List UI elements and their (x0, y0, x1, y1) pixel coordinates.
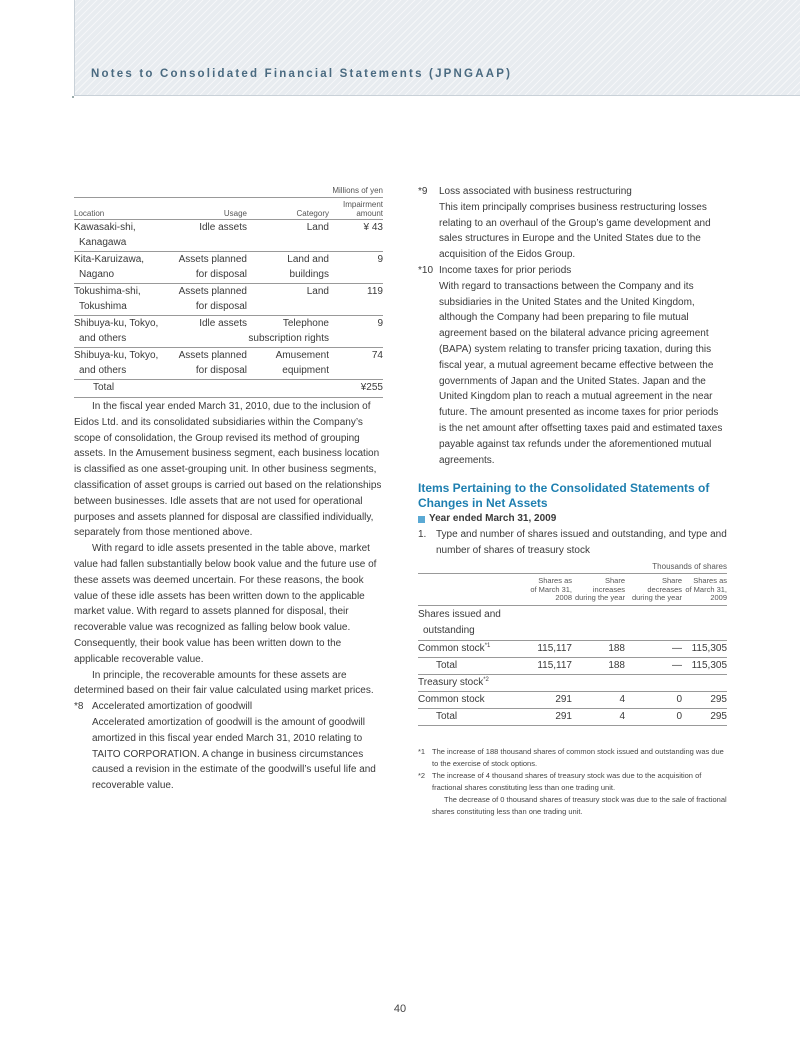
table-row: Shibuya-ku, Tokyo, and others Assets planned for disposal Amusement equipment 74 (74, 348, 383, 380)
header-amount: Impairment amount (342, 200, 383, 218)
table-row: Tokushima-shi, Tokushima Assets planned for disposal Land 119 (74, 284, 383, 316)
footnote-1: *1 The increase of 188 thousand shares of common stock issued and outstanding was due to the exercise of stock options. (418, 747, 724, 768)
note-9-heading: *9 Loss associated with business restructuring (418, 186, 632, 197)
note-8-heading: *8 Accelerated amortization of goodwill (74, 701, 253, 713)
right-body-text (418, 184, 727, 559)
left-body-text (74, 399, 383, 794)
item-1: 1. Type and number of shares issued and outstanding, and type and number of shares of treasury stock (418, 529, 727, 556)
header-location: Location (74, 209, 105, 218)
table-unit-label: Thousands of shares (418, 562, 727, 574)
header-usage: Usage (223, 209, 247, 218)
shares-table (418, 562, 727, 726)
table-row: Shares issued and outstanding (418, 608, 501, 636)
page-header-band (74, 0, 800, 96)
table-total-row: Total 291 4 0 295 (418, 709, 727, 726)
table-row: Shibuya-ku, Tokyo, and others Idle assets Telephone subscription rights 9 (74, 316, 383, 348)
paragraph: With regard to idle assets presented in the table above, market value had fallen substantially below book value and the future use of these assets was deemed uncertain. For these reasons, the book value of these idle assets has been written down to the applicable market value. With regard to assets planned for disposal, their recoverable value was recognized as falling below book value. Consequently, their book value has been written down to the applicable recoverable value. (74, 543, 377, 665)
page-number: 40 (393, 1003, 407, 1015)
table-row: Common stock 291 4 0 295 (418, 692, 727, 709)
table-unit-label: Millions of yen (74, 186, 383, 198)
table-row: Kita-Karuizawa, Nagano Assets planned for disposal Land and buildings 9 (74, 252, 383, 284)
table-header-row: Shares as of March 31, 2008 Share increases during the year Share decreases during the year Shares as of March 31, 2009 (418, 574, 727, 606)
year-heading: Year ended March 31, 2009 (418, 511, 727, 527)
page-header-title: Notes to Consolidated Financial Statements (JPNGAAP) (91, 68, 513, 80)
footnote-2-continued: The decrease of 0 thousand shares of treasury stock was due to the sale of fractional shares constituting less than one trading unit. (432, 795, 727, 816)
table-footnotes (418, 746, 727, 818)
table-total-row: Total 115,117 188 — 115,305 (418, 658, 727, 675)
note-10-body: With regard to transactions between the Company and its subsidiaries in the United States and the United Kingdom, although the Company had been preparing to file mutual agreement based on the bilateral advance pricing agreement (BAPA) system relating to transfer pricing taxation, during this fiscal year, a mutual agreement became effective between the governments of Japan and the United States. Japan and the United Kingdom plan to reach a mutual agreement in the near future. The amount presented as income taxes for prior periods is the net amount after offsetting taxes paid and estimated taxes payable against tax refunds under the aforementioned mutual agreements. (439, 280, 723, 466)
table-row: Treasury stock$^{*2}$ (418, 675, 727, 692)
paragraph: In principle, the recoverable amounts for these assets are determined based on their fair value calculated using market prices. (74, 669, 374, 697)
note-8-body: Accelerated amortization of goodwill is the amount of goodwill amortized in this fiscal year ended March 31, 2010 relating to TAITO CORPORATION. A change in business circumstances caused a revision in the estimate of the goodwill’s useful life and recoverable value. (92, 716, 376, 792)
square-bullet-icon (418, 516, 425, 523)
impairment-table (74, 186, 383, 398)
header-category: Category (296, 209, 329, 218)
table-total-row: Total ¥255 (74, 380, 383, 398)
table-row: Common stock$^{*1}$ 115,117 188 — 115,305 (418, 640, 727, 658)
header-marker (72, 96, 74, 98)
note-10-heading: *10 Income taxes for prior periods (418, 264, 572, 276)
table-header-row (74, 198, 383, 220)
paragraph: In the fiscal year ended March 31, 2010, due to the inclusion of Eidos Ltd. and its consolidated subsidiaries within the Company’s scope of consolidation, the Group revised its method of grouping assets. In the Amusement business segment, each business location is classified as one asset-grouping unit. In other business segments, classification of asset groups is carried out based on the relationships between businesses. Idle assets that are not used for operational purposes and assets planned for disposal are classified individually, separately from those mentioned above. (74, 401, 382, 539)
section-heading: Items Pertaining to the Consolidated Statements of Changes in Net Assets (418, 481, 710, 511)
note-9-body: This item principally comprises business restructuring losses relating to an overhaul of the Group’s game development and sales structures in Europe and the United States due to the acquisition of the Eidos Group. (439, 201, 711, 261)
table-row: Kawasaki-shi, Kanagawa Idle assets Land ¥ 43 (74, 220, 383, 252)
footnote-2: *2 The increase of 4 thousand shares of treasury stock was due to the acquisition of fractional shares constituting less than one trading unit. (418, 771, 702, 792)
